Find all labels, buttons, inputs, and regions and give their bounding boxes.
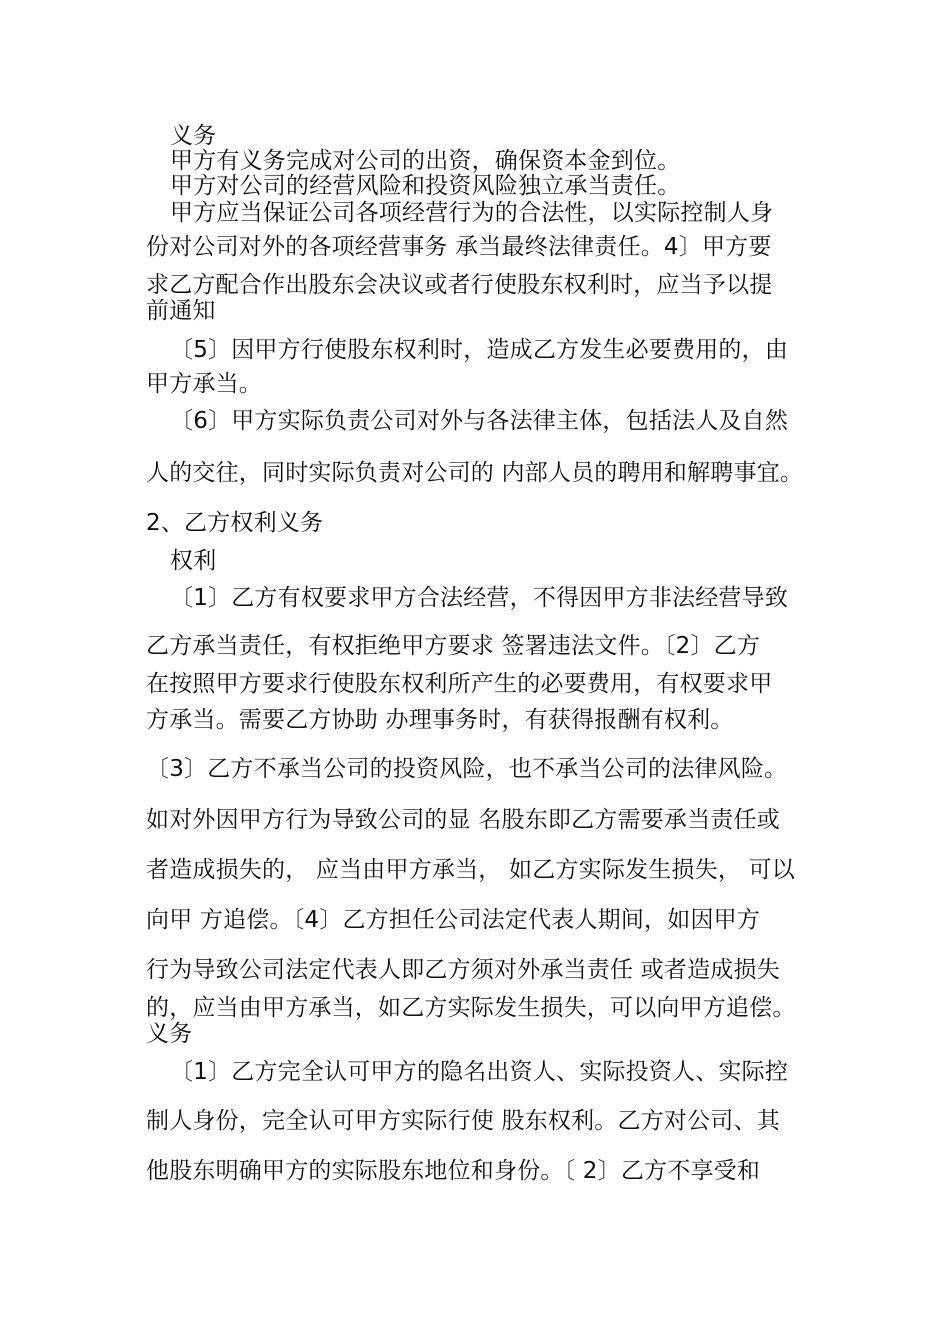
text-line: 前通知 [146,298,216,324]
text-line: 〔1〕乙方有权要求甲方合法经营，不得因甲方非法经营导致 [170,585,789,611]
heading-obligations: 义务 [146,1021,193,1047]
text-line: 行为导致公司法定代表人即乙方须对外承当责任 或者造成损失 [146,957,780,983]
text-line: 者造成损失的， 应当由甲方承当， 如乙方实际发生损失， 可以 [146,857,795,883]
heading-obligations: 义务 [170,123,217,149]
text-line: 〔3〕乙方不承当公司的投资风险，也不承当公司的法律风险。 [146,756,788,782]
heading-rights: 权利 [170,548,217,574]
text-line: 〔1〕乙方完全认可甲方的隐名出资人、实际投资人、实际控 [170,1059,789,1085]
text-line: 甲方对公司的经营风险和投资风险独立承当责任。 [170,173,681,199]
text-line: 求乙方配合作出股东会决议或者行使股东权利时，应当予以提 [146,272,773,298]
text-line: 甲方承当。 [146,371,262,397]
text-line: 的，应当由甲方承当，如乙方实际发生损失，可以向甲方追偿。 [146,995,796,1021]
text-line: 如对外因甲方行为导致公司的显 名股东即乙方需要承当责任或 [146,807,780,833]
text-line: 制人身份，完全认可甲方实际行使 股东权利。乙方对公司、其 [146,1108,780,1134]
text-line: 他股东明确甲方的实际股东地位和身份。〔 2〕乙方不享受和 [146,1158,761,1184]
text-line: 乙方承当责任，有权拒绝甲方要求 签署违法文件。〔2〕乙方 [146,633,761,659]
section-heading-party-b: 2、乙方权利义务 [146,510,324,536]
text-line: 在按照甲方要求行使股东权利所产生的必要费用，有权要求甲 [146,671,773,697]
text-line: 〔6〕甲方实际负责公司对外与各法律主体，包括法人及自然 [170,408,789,434]
text-line: 人的交往，同时实际负责对公司的 内部人员的聘用和解聘事宜。 [146,460,804,486]
text-line: 甲方有义务完成对公司的出资，确保资本金到位。 [170,148,681,174]
text-line: 甲方应当保证公司各项经营行为的合法性，以实际控制人身 [170,200,774,226]
text-line: 份对公司对外的各项经营事务 承当最终法律责任。4〕甲方要 [146,234,772,260]
text-line: 向甲 方追偿。〔4〕乙方担任公司法定代表人期间，如因甲方 [146,907,761,933]
text-line: 方承当。需要乙方协助 办理事务时，有获得报酬有权利。 [146,707,734,733]
text-line: 〔5〕因甲方行使股东权利时，造成乙方发生必要费用的，由 [170,337,789,363]
